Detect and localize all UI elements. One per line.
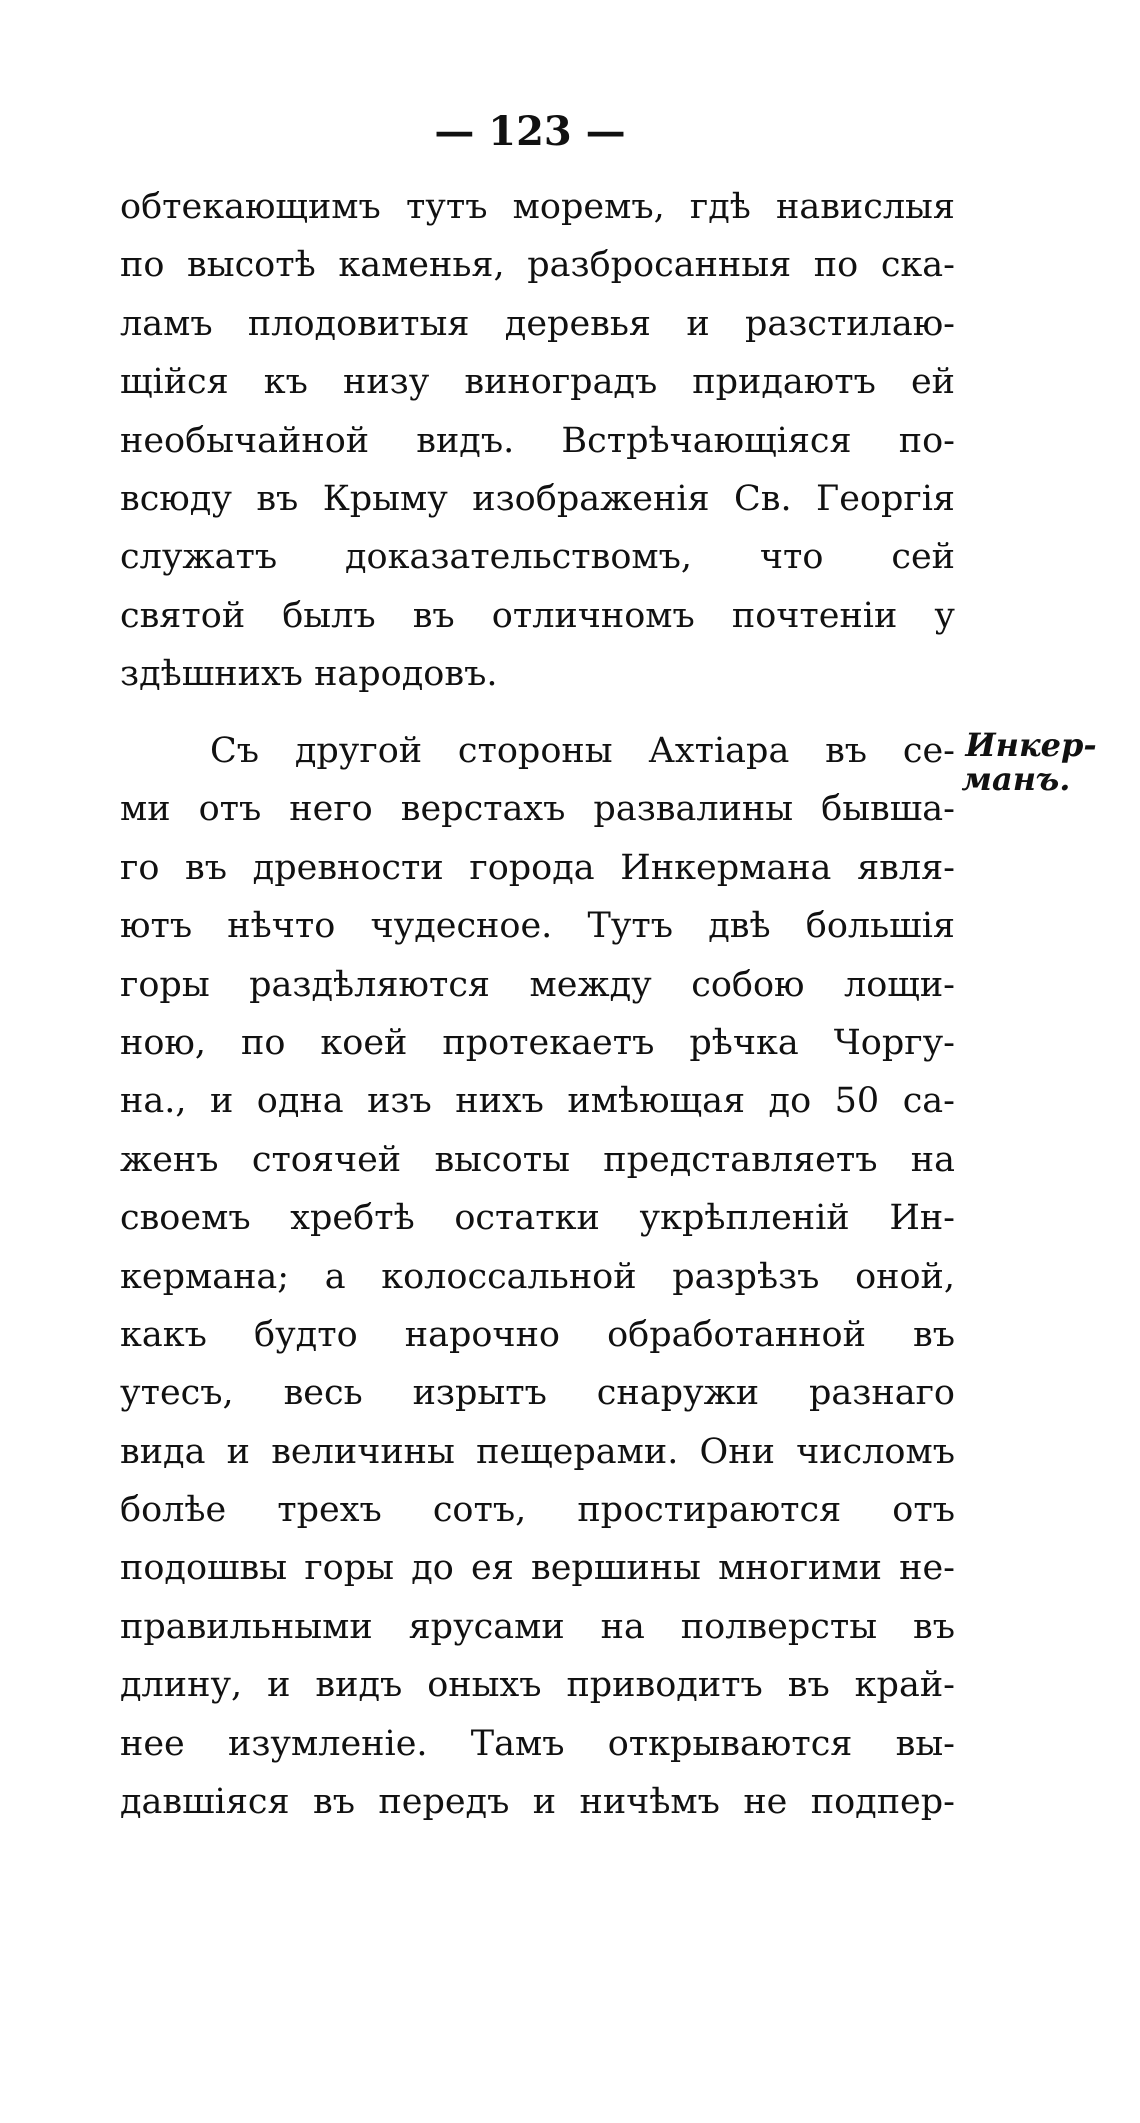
text-line: Съ другой стороны Ахтіара въ се- [210,731,955,771]
text-line: служатъ доказательствомъ, что сей [120,537,955,578]
page-number: — 123 — [434,108,626,155]
text-line: го въ древности города Инкермана явля- [120,847,955,888]
text-line: нее изумленіе. Тамъ открываются вы- [120,1723,955,1764]
text-line: необычайной видъ. Встрѣчающіяся по- [120,420,955,461]
text-line: ми отъ него верстахъ развалины бывша- [120,789,955,830]
text-line: вида и величины пещерами. Они числомъ [120,1431,955,1472]
text-line: давшіяся въ передъ и ничѣмъ не подпер- [120,1782,955,1823]
text-line: своемъ хребтѣ остатки укрѣпленій Ин- [120,1198,955,1239]
text-line: ламъ плодовитыя деревья и разстилаю- [120,303,955,344]
text-line: подошвы горы до ея вершины многими не- [120,1548,955,1589]
text-line: горы раздѣляются между собою лощи- [120,964,955,1005]
text-line: ютъ нѣчто чудесное. Тутъ двѣ большія [120,906,955,947]
text-line: женъ стоячей высоты представляетъ на [120,1139,955,1180]
text-line: какъ будто нарочно обработанной въ [120,1314,955,1355]
text-line: щійся къ низу виноградъ придаютъ ей [120,362,955,403]
margin-note-line: Инкер- [965,726,1097,764]
text-line: святой былъ въ отличномъ почтеніи у [120,595,955,636]
text-line: длину, и видъ оныхъ приводитъ въ край- [120,1665,955,1706]
text-line: правильными ярусами на полверсты въ [120,1606,955,1647]
text-line: всюду въ Крыму изображенія Св. Георгія [120,478,955,519]
text-line: кермана; а колоссальной разрѣзъ оной, [120,1256,955,1297]
text-line: ною, по коей протекаетъ рѣчка Чоргу- [120,1022,955,1063]
text-line: утесъ, весь изрытъ снаружи разнаго [120,1373,955,1414]
margin-note [956,728,1106,796]
text-line: обтекающимъ тутъ моремъ, гдѣ навислыя [120,187,955,227]
margin-note-line: манъ. [961,760,1071,798]
text-line: здѣшнихъ народовъ. [120,654,498,695]
text-line: по высотѣ каменья, разбросанныя по ска- [120,245,955,286]
text-line: на., и одна изъ нихъ имѣющая до 50 са- [120,1081,955,1122]
paragraph-1 [120,178,955,704]
paragraph-2 [120,722,955,1831]
text-line: болѣе трехъ сотъ, простираются отъ [120,1490,955,1531]
